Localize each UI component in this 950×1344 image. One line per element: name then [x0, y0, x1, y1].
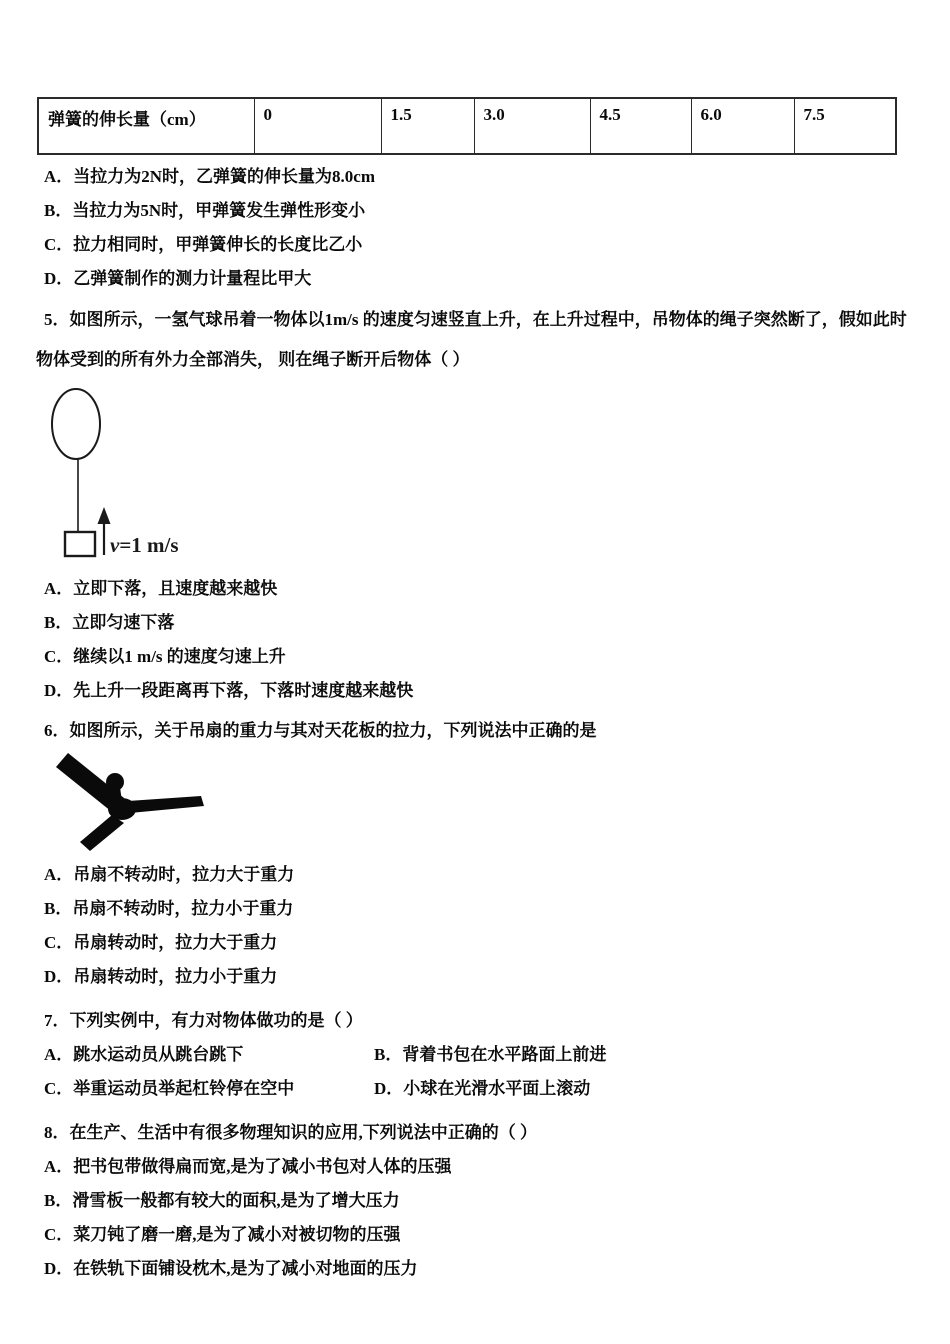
q5-stem-line1: 5．如图所示，一氢气球吊着一物体以1m/s 的速度匀速竖直上升，在上升过程中，吊物体的绳子突然断了，假如此时: [44, 310, 907, 329]
exam-page: [0, 97, 950, 1344]
q4-option-d: D．乙弹簧制作的测力计量程比甲大: [44, 269, 312, 288]
balloon-icon: [52, 389, 100, 459]
q7-option-d: D．小球在光滑水平面上滚动: [374, 1079, 591, 1098]
table-header-cell: 弹簧的伸长量（cm）: [38, 98, 254, 154]
table-value-cell: 4.5: [590, 98, 691, 154]
ceiling-fan-icon: [56, 753, 204, 851]
table-value-cell: 7.5: [794, 98, 896, 154]
spring-extension-table: [37, 97, 897, 155]
q7-option-a: A．跳水运动员从跳台跳下: [44, 1045, 244, 1064]
balloon-figure: [40, 384, 260, 562]
q8-stem: 8．在生产、生活中有很多物理知识的应用,下列说法中正确的（ ）: [44, 1123, 537, 1142]
weight-box-icon: [65, 532, 95, 556]
ceiling-fan-figure: [55, 750, 215, 854]
q6-options: [44, 858, 920, 994]
velocity-arrow-head: [98, 507, 111, 524]
q5-stem-line2: 物体受到的所有外力全部消失， 则在绳子断开后物体（ ）: [36, 350, 470, 369]
velocity-label: v=1 m/s: [110, 533, 179, 557]
q5-option-b: B．立即匀速下落: [44, 613, 175, 632]
q6-option-a: A．吊扇不转动时，拉力大于重力: [44, 865, 295, 884]
q5-option-d: D．先上升一段距离再下落，下落时速度越来越快: [44, 681, 414, 700]
table-value-cell: 1.5: [381, 98, 474, 154]
q7-options: [44, 1038, 950, 1106]
q8-option-b: B．滑雪板一般都有较大的面积,是为了增大压力: [44, 1191, 400, 1210]
table-value-cell: 3.0: [474, 98, 590, 154]
q8-options: [44, 1150, 920, 1286]
q6-option-c: C．吊扇转动时，拉力大于重力: [44, 933, 278, 952]
q4-option-a: A．当拉力为2N时，乙弹簧的伸长量为8.0cm: [44, 167, 376, 186]
q7-stem: 7．下列实例中，有力对物体做功的是（ ）: [44, 1011, 363, 1030]
q6-stem: 6．如图所示，关于吊扇的重力与其对天花板的拉力，下列说法中正确的是: [44, 721, 597, 740]
q8-option-d: D．在铁轨下面铺设枕木,是为了减小对地面的压力: [44, 1259, 418, 1278]
q8-option-a: A．把书包带做得扁而宽,是为了减小书包对人体的压强: [44, 1157, 452, 1176]
q6-option-b: B．吊扇不转动时，拉力小于重力: [44, 899, 294, 918]
q8-option-c: C．菜刀钝了磨一磨,是为了减小对被切物的压强: [44, 1225, 401, 1244]
q4-options: [44, 160, 920, 296]
table-value-cell: 0: [254, 98, 381, 154]
q5-options: [44, 572, 920, 708]
table-value-cell: 6.0: [691, 98, 794, 154]
q4-option-c: C．拉力相同时，甲弹簧伸长的长度比乙小: [44, 235, 363, 254]
q5-option-c: C．继续以1 m/s 的速度匀速上升: [44, 647, 286, 666]
table-row: [38, 98, 896, 154]
q4-option-b: B．当拉力为5N时，甲弹簧发生弹性形变小: [44, 201, 366, 220]
q6-option-d: D．吊扇转动时，拉力小于重力: [44, 967, 278, 986]
q7-option-c: C．举重运动员举起杠铃停在空中: [44, 1079, 295, 1098]
q5-option-a: A．立即下落，且速度越来越快: [44, 579, 278, 598]
q7-option-b: B．背着书包在水平路面上前进: [374, 1045, 607, 1064]
q5-stem: [36, 300, 920, 380]
